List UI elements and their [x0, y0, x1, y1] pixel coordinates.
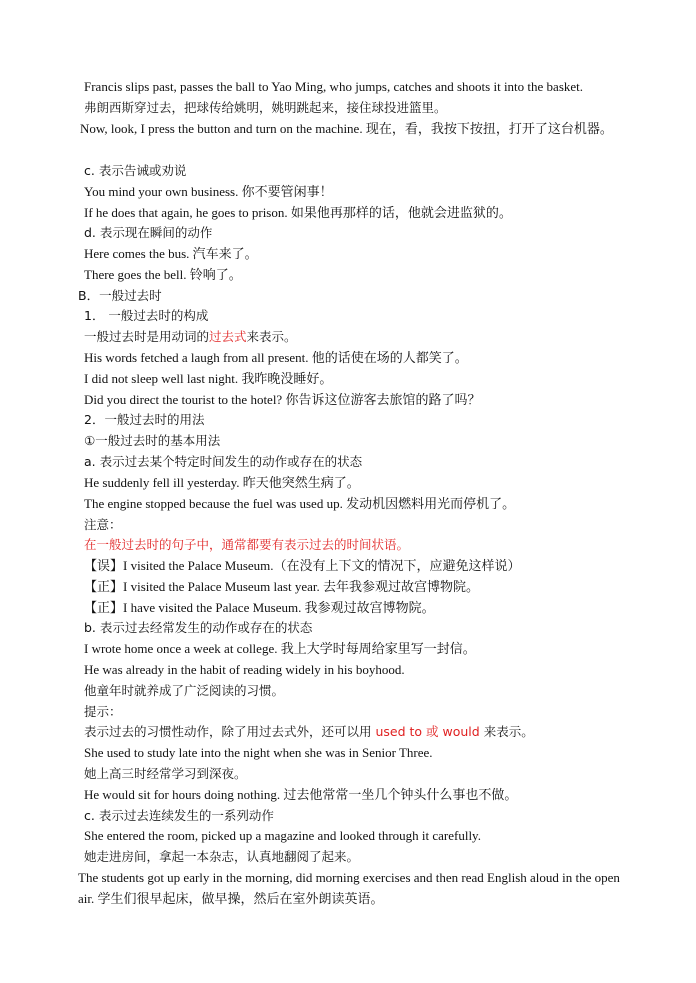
section-heading-b: B．一般过去时: [78, 288, 162, 303]
note-rule: 在一般过去时的句子中，通常都要有表示过去的时间状语。: [84, 537, 410, 552]
example-sentence: Here comes the bus. 汽车来了。: [84, 246, 258, 261]
example-translation-cn: 她走进房间，拿起一本杂志，认真地翻阅了起来。: [84, 849, 360, 864]
example-sentence: Did you direct the tourist to the hotel? 你告诉这位游客去旅馆的路了吗？: [84, 392, 481, 407]
subheading-d: d. 表示现在瞬间的动作: [84, 225, 213, 240]
example-translation-cn: 他童年时就养成了广泛阅读的习惯。: [84, 683, 285, 698]
hint-rule: 表示过去的习惯性动作，除了用过去式外，还可以用 used to 或 would 来表示。: [84, 724, 534, 739]
example-translation-cn: 弗朗西斯穿过去，把球传给姚明，姚明跳起来，接住球投进篮里。: [84, 100, 447, 115]
example-sentence: He suddenly fell ill yesterday. 昨天他突然生病了。: [84, 475, 360, 490]
subheading-b: b. 表示过去经常发生的动作或存在的状态: [84, 620, 313, 635]
example-sentence: Now, look, I press the button and turn on the machine. 现在，看，我按下按扭，打开了这台机器。: [80, 121, 613, 136]
highlight-used-to-would: used to 或 would: [375, 724, 480, 739]
example-sentence: There goes the bell. 铃响了。: [84, 267, 242, 282]
example-sentence: She entered the room, picked up a magazine and looked through it carefully.: [84, 828, 481, 843]
subheading-a: a. 表示过去某个特定时间发生的动作或存在的状态: [84, 454, 363, 469]
subheading-c: c. 表示告诫或劝说: [84, 163, 187, 178]
example-wrong: 【误】I visited the Palace Museum.（在没有上下文的情况下，应避免这样说）: [84, 558, 521, 573]
subsection-heading-2: 2．一般过去时的用法: [84, 412, 205, 427]
example-sentence-en: Francis slips past, passes the ball to Yao Ming, who jumps, catches and shoots it into the basket.: [84, 79, 584, 94]
example-sentence: If he does that again, he goes to prison. 如果他再那样的话，他就会进监狱的。: [84, 205, 512, 220]
example-sentence: I did not sleep well last night. 我昨晚没睡好。: [84, 371, 333, 386]
example-correct: 【正】I have visited the Palace Museum. 我参观过故宫博物院。: [84, 600, 435, 615]
example-translation-cn: 她上高三时经常学习到深夜。: [84, 766, 247, 781]
example-sentence: He would sit for hours doing nothing. 过去他常常一坐几个钟头什么事也不做。: [84, 787, 518, 802]
example-sentence: I wrote home once a week at college. 我上大学时每周给家里写一封信。: [84, 641, 476, 656]
subsection-heading-1: 1． 一般过去时的构成: [84, 308, 209, 323]
highlight-past-form: 过去式: [209, 329, 247, 344]
formation-rule: 一般过去时是用动词的过去式来表示。: [84, 329, 297, 344]
example-sentence: You mind your own business. 你不要管闲事！: [84, 184, 333, 199]
example-sentence: The students got up early in the morning, did morning exercises and then read English aloud in the open air. 学生们很早起床，做早操，然后在室外朗读英语。: [78, 870, 620, 906]
subsection-heading-basic: ①一般过去时的基本用法: [84, 433, 221, 448]
example-sentence: The engine stopped because the fuel was used up. 发动机因燃料用光而停机了。: [84, 496, 516, 511]
example-sentence: He was already in the habit of reading widely in his boyhood.: [84, 662, 405, 677]
example-correct: 【正】I visited the Palace Museum last year. 去年我参观过故宫博物院。: [84, 579, 480, 594]
note-label: 注意：: [84, 517, 122, 532]
example-sentence: She used to study late into the night when she was in Senior Three.: [84, 745, 433, 760]
subheading-c2: c. 表示过去连续发生的一系列动作: [84, 808, 274, 823]
example-sentence: His words fetched a laugh from all present. 他的话使在场的人都笑了。: [84, 350, 468, 365]
hint-label: 提示：: [84, 704, 122, 719]
